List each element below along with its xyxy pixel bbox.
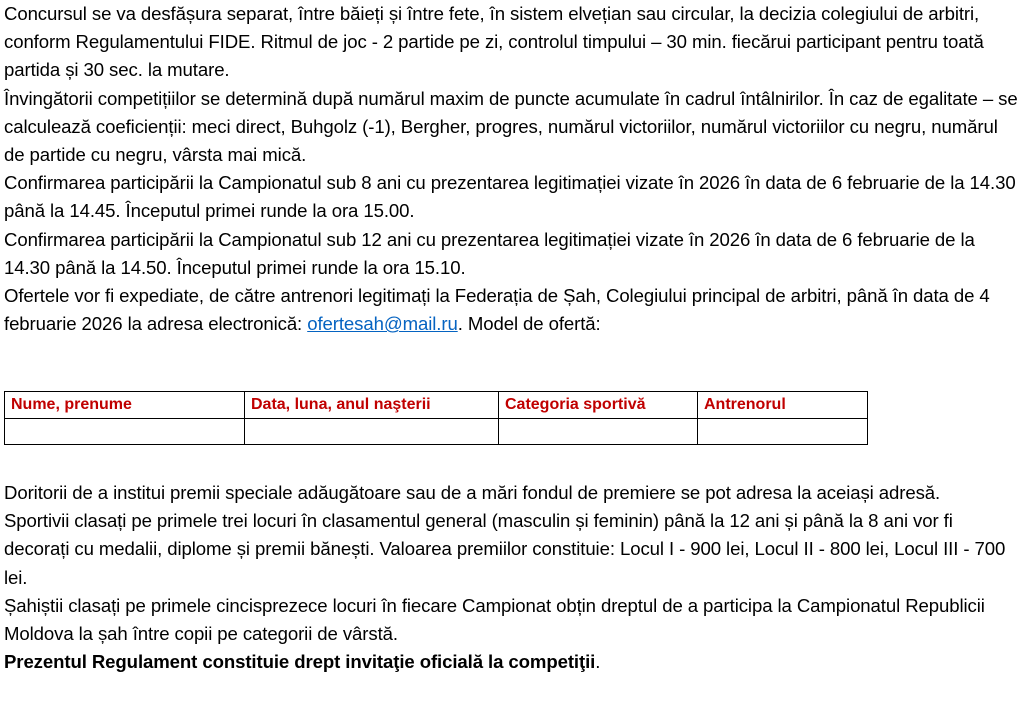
table-cell-birthdate <box>245 419 499 445</box>
offer-model-text: . Model de ofertă: <box>457 313 601 335</box>
paragraph-awards: Sportivii clasați pe primele trei locuri în clasamentul general (masculin și feminin) până la 12 ani și până la 8 ani vor fi decorați cu medalii, diplome și premii bănești. Valoarea premiilor constituie: Locul I - 900 lei, Locul II - 800 lei, Locul III - 700 lei. <box>4 510 1006 588</box>
official-invitation-text: Prezentul Regulament constituie drept invitaţie oficială la competiţii <box>4 651 596 673</box>
official-invitation-period: . <box>595 651 601 673</box>
paragraph-national-qualification: Șahiștii clasați pe primele cincisprezece locuri în fiecare Campionat obțin dreptul de a participa la Campionatul Republicii Moldova la șah între copii pe categorii de vârstă. <box>4 594 985 645</box>
column-header-category: Categoria sportivă <box>499 392 698 419</box>
paragraph-offer-submission <box>4 282 1022 338</box>
table-row <box>5 419 868 445</box>
paragraph-confirmation-u8: Confirmarea participării la Campionatul sub 8 ani cu prezentarea legitimației vizate în 2026 în data de 6 februarie de la 14.30 până la 14.45. Începutul primei runde la ora 15.00. <box>4 172 1016 222</box>
offer-model-table <box>4 391 868 445</box>
paragraph-confirmation-u12: Confirmarea participării la Campionatul sub 12 ani cu prezentarea legitimației vizate în 2026 în data de 6 februarie de la 14.30 până la 14.50. Începutul primei runde la ora 15.10. <box>4 228 975 278</box>
document-page <box>4 0 1022 338</box>
offer-submission-text: Ofertele vor fi expediate, de către antrenori legitimați la Federația de Șah, Colegiului principal de arbitri, până în data de 4 februarie 2026 la adresa electronică: <box>4 285 990 335</box>
paragraph-official-invitation <box>4 648 1022 676</box>
paragraph-winners-tiebreaks: Învingătorii competițiilor se determină după numărul maxim de puncte acumulate în cadrul întâlnirilor. În caz de egalitate – se calculează coeficienții: meci direct, Buhgolz (-1), Bergher, progres, numărul victoriilor, numărul victoriilor cu negru, numărul de partide cu negru, vârsta mai mică. <box>4 87 1018 166</box>
table-cell-category <box>499 419 698 445</box>
offer-table-header-row <box>5 392 868 419</box>
column-header-coach: Antrenorul <box>698 392 868 419</box>
column-header-name: Nume, prenume <box>5 392 245 419</box>
paragraph-tournament-format: Concursul se va desfășura separat, între băieți și între fete, în sistem elvețian sau circular, la decizia colegiului de arbitri, conform Regulamentului FIDE. Ritmul de joc - 2 partide pe zi, controlul timpului – 30 min. fiecărui participant pentru toată partida și 30 sec. la mutare. <box>4 3 984 81</box>
document-bottom-section <box>4 479 1022 676</box>
column-header-birthdate: Data, luna, anul naşterii <box>245 392 499 419</box>
email-link[interactable]: ofertesah@mail.ru <box>307 313 458 335</box>
table-cell-name <box>5 419 245 445</box>
paragraph-special-prizes: Doritorii de a institui premii speciale adăugătoare sau de a mări fondul de premiere se pot adresa la aceiași adresă. <box>4 482 941 503</box>
table-cell-coach <box>698 419 868 445</box>
